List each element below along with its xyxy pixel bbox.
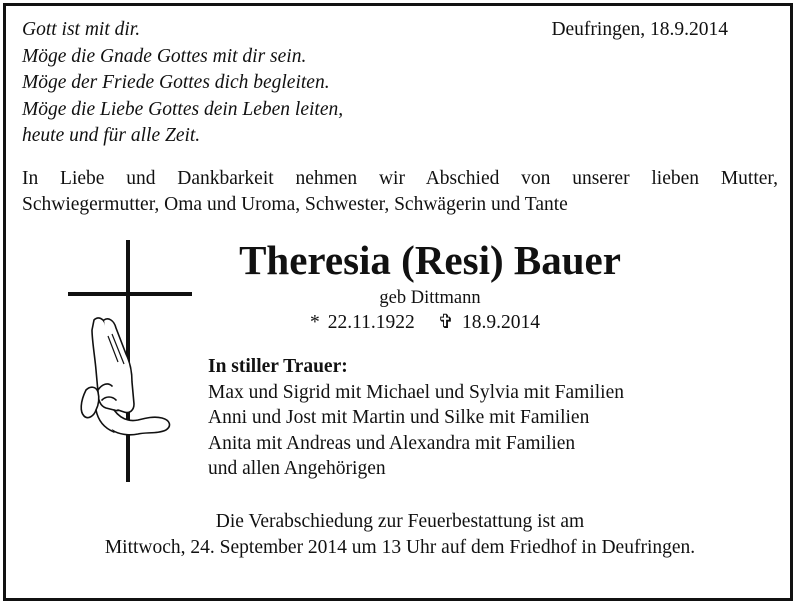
life-dates	[0, 310, 800, 336]
intro-line: In Liebe und Dankbarkeit nehmen wir Abschied von unserer lieben Mutter,	[22, 168, 778, 189]
service-line: Die Verabschiedung zur Feuerbestattung ist am	[215, 511, 585, 532]
poem	[22, 17, 343, 150]
intro-text	[22, 166, 778, 218]
mourner-line: Max und Sigrid mit Michael und Sylvia mit Familien	[208, 381, 624, 403]
mourners-list	[208, 354, 624, 482]
mourner-line: Anita mit Andreas und Alexandra mit Familien	[208, 432, 576, 454]
mourner-line: und allen Angehörigen	[208, 458, 386, 479]
intro-line: Schwiegermutter, Oma und Uroma, Schwester, Schwägerin und Tante	[22, 194, 568, 215]
birth-date: 22.11.1922	[327, 312, 415, 333]
mourner-line: Anni und Jost mit Martin und Silke mit Familien	[208, 407, 590, 428]
maiden-name: geb Dittmann	[379, 288, 481, 308]
poem-line: Möge die Gnade Gottes mit dir sein.	[22, 45, 307, 67]
place-and-date: Deufringen, 18.9.2014	[551, 19, 728, 40]
mourners-heading: In stiller Trauer:	[208, 356, 348, 377]
poem-line: Gott ist mit dir.	[22, 19, 141, 40]
poem-line: Möge die Liebe Gottes dein Leben leiten,	[22, 98, 344, 120]
death-cross-icon: ✞	[437, 312, 454, 333]
service-announcement	[0, 509, 800, 560]
poem-line: heute und für alle Zeit.	[22, 125, 201, 146]
deceased-name: Theresia (Resi) Bauer	[239, 237, 621, 283]
poem-line: Möge der Friede Gottes dich begleiten.	[22, 72, 330, 93]
born-symbol: *	[310, 312, 320, 333]
service-line: Mittwoch, 24. September 2014 um 13 Uhr auf dem Friedhof in Deufringen.	[104, 536, 696, 558]
death-date: 18.9.2014	[462, 312, 540, 333]
